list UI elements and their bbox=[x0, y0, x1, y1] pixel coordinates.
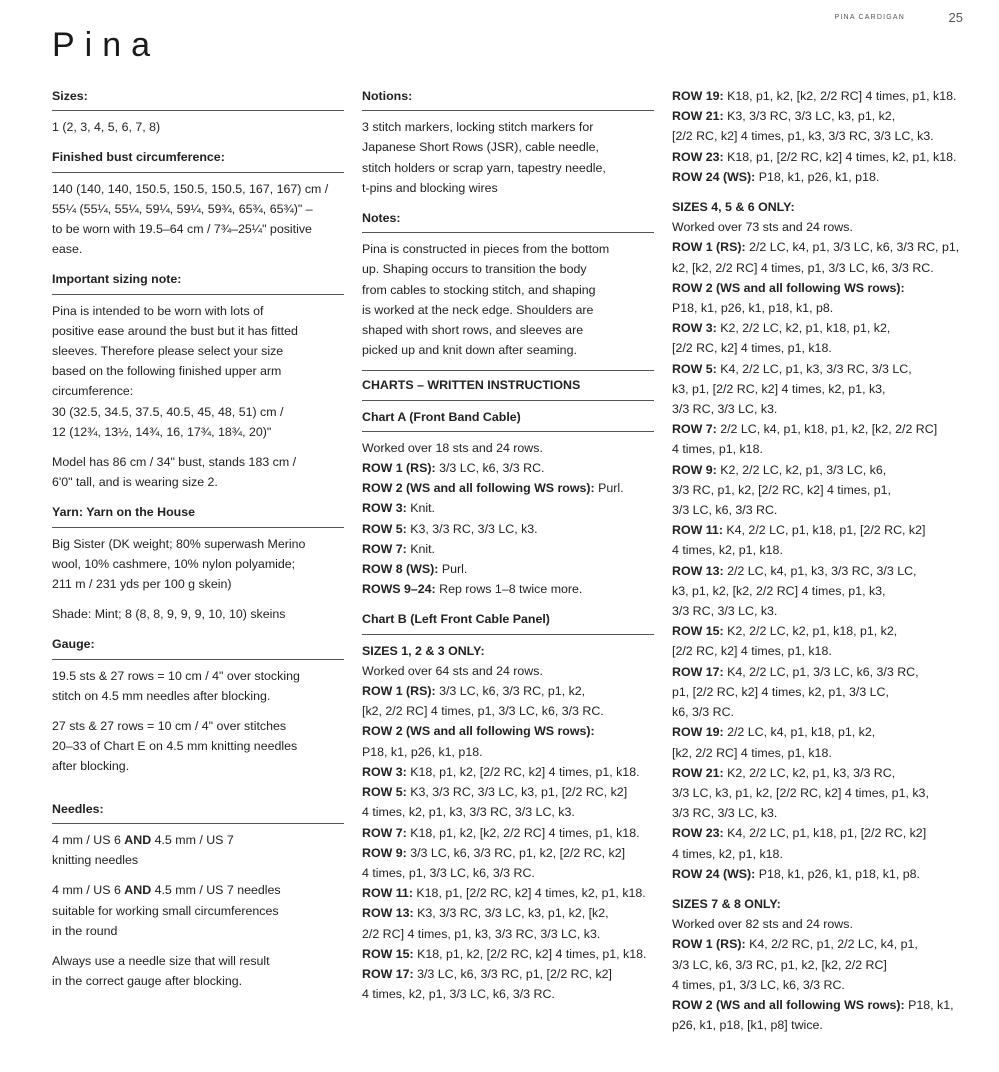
row-label: ROW 5: bbox=[362, 785, 407, 800]
row-label: ROW 9: bbox=[362, 845, 407, 860]
row-line bbox=[672, 359, 968, 379]
row-label: ROW 23: bbox=[672, 826, 724, 841]
row-label: ROW 3: bbox=[362, 764, 407, 779]
row-text: P18, k1, bbox=[904, 997, 954, 1012]
text-line: Worked over 64 sts and 24 rows. bbox=[362, 663, 543, 678]
row-line bbox=[672, 621, 968, 641]
row-line: k3, p1, [2/2 RC, k2] 4 times, k2, p1, k3, bbox=[672, 381, 886, 396]
row-text: 3/3 LC, k6, 3/3 RC, p1, k2, [2/2 RC, k2] bbox=[406, 845, 626, 860]
text-line bbox=[52, 880, 344, 900]
row-label: ROW 5: bbox=[672, 361, 717, 376]
row-line bbox=[672, 460, 968, 480]
text-line: Shade: Mint; 8 (8, 8, 9, 9, 9, 10, 10) skeins bbox=[52, 607, 286, 622]
text-line: to be worn with 19.5–64 cm / 7¾–25¼" positive bbox=[52, 222, 312, 237]
row-line: 3/3 RC, p1, k2, [2/2 RC, k2] 4 times, p1, bbox=[672, 482, 891, 497]
chart-a-rows bbox=[362, 438, 654, 600]
gauge-text-2 bbox=[52, 716, 344, 777]
row-text: Knit. bbox=[406, 541, 435, 556]
yarn-text bbox=[52, 534, 344, 595]
sizes-4-5-6-block bbox=[672, 197, 968, 884]
row-line bbox=[672, 823, 968, 843]
row-label: ROW 5: bbox=[362, 521, 407, 536]
row-text: Rep rows 1–8 twice more. bbox=[435, 582, 583, 597]
row-label: ROW 19: bbox=[672, 89, 724, 103]
text-line: circumference: bbox=[52, 384, 134, 399]
row-line: 4 times, k2, p1, 3/3 LC, k6, 3/3 RC. bbox=[362, 987, 555, 1002]
text-line: Worked over 73 sts and 24 rows. bbox=[672, 220, 853, 235]
text-fragment: 4 mm / US 6 bbox=[52, 883, 125, 898]
row-text: K18, p1, k2, [k2, 2/2 RC] 4 times, p1, k18. bbox=[406, 825, 640, 840]
column-middle bbox=[362, 86, 654, 1004]
row-line bbox=[362, 964, 654, 984]
row-label: ROW 24 (WS): bbox=[672, 169, 756, 184]
row-line bbox=[672, 662, 968, 682]
and-emphasis: AND bbox=[124, 832, 152, 847]
row-text: K2, 2/2 LC, k2, p1, k3, 3/3 RC, bbox=[723, 765, 896, 780]
row-label: ROW 24 (WS): bbox=[672, 866, 756, 881]
row-line: k2, [k2, 2/2 RC] 4 times, p1, 3/3 LC, k6, 3/3 RC. bbox=[672, 260, 934, 275]
needles-text-2 bbox=[52, 880, 344, 941]
row-text: 2/2 LC, k4, p1, 3/3 LC, k6, 3/3 RC, p1, bbox=[745, 240, 960, 255]
row-label: ROW 23: bbox=[672, 149, 724, 164]
row-label: ROW 1 (RS): bbox=[362, 684, 436, 699]
text-line: t-pins and blocking wires bbox=[362, 180, 498, 195]
text-line: 1 (2, 3, 4, 5, 6, 7, 8) bbox=[52, 120, 161, 135]
sizes-subheading: SIZES 7 & 8 ONLY: bbox=[672, 896, 781, 911]
model-note-text bbox=[52, 452, 344, 492]
row-line bbox=[672, 106, 968, 126]
row-line bbox=[362, 539, 654, 559]
row-text: Purl. bbox=[594, 481, 624, 496]
text-line bbox=[52, 830, 344, 850]
row-text: K18, p1, [2/2 RC, k2] 4 times, k2, p1, k18. bbox=[723, 149, 957, 164]
text-line: based on the following finished upper arm bbox=[52, 364, 282, 379]
row-label: ROW 13: bbox=[672, 563, 724, 578]
text-line: Worked over 82 sts and 24 rows. bbox=[672, 917, 853, 932]
row-line bbox=[672, 864, 968, 884]
running-head: PINA CARDIGAN bbox=[834, 14, 905, 21]
notes-heading: Notes: bbox=[362, 208, 654, 233]
row-text: K18, p1, k2, [k2, 2/2 RC] 4 times, p1, k18. bbox=[723, 89, 957, 103]
row-line: [k2, 2/2 RC] 4 times, p1, 3/3 LC, k6, 3/3 RC. bbox=[362, 704, 604, 719]
row-text: K18, p1, k2, [2/2 RC, k2] 4 times, p1, k18. bbox=[406, 764, 640, 779]
text-line: 55¼ (55¼, 55¼, 59¼, 59¼, 59¾, 65¾, 65¾)" – bbox=[52, 201, 313, 216]
row-line: P18, k1, p26, k1, p18, k1, p8. bbox=[672, 301, 834, 316]
row-line bbox=[672, 86, 968, 106]
row-line: 3/3 RC, 3/3 LC, k3. bbox=[672, 402, 778, 417]
row-label: ROW 15: bbox=[362, 946, 414, 961]
row-line bbox=[362, 823, 654, 843]
row-line: 4 times, k2, p1, k18. bbox=[672, 543, 783, 558]
row-label: ROW 7: bbox=[672, 422, 717, 437]
row-line: 4 times, p1, 3/3 LC, k6, 3/3 RC. bbox=[672, 977, 845, 992]
row-text: 2/2 LC, k4, p1, k3, 3/3 RC, 3/3 LC, bbox=[723, 563, 917, 578]
row-text: K3, 3/3 RC, 3/3 LC, k3. bbox=[406, 521, 538, 536]
row-line: 3/3 LC, k3, p1, k2, [2/2 RC, k2] 4 times, p1, k3, bbox=[672, 785, 929, 800]
column-left bbox=[52, 86, 344, 1001]
page-number: 25 bbox=[948, 10, 963, 25]
notions-text bbox=[362, 117, 654, 198]
charts-heading: CHARTS – WRITTEN INSTRUCTIONS bbox=[362, 370, 654, 400]
needles-heading: Needles: bbox=[52, 799, 344, 824]
row-text: Knit. bbox=[406, 501, 435, 516]
row-label: ROW 1 (RS): bbox=[672, 937, 746, 952]
text-line: picked up and knit down after seaming. bbox=[362, 343, 577, 358]
chart-b-rows bbox=[362, 641, 654, 1005]
text-line: Pina is constructed in pieces from the bottom bbox=[362, 242, 610, 257]
row-line bbox=[362, 883, 654, 903]
row-text: K3, 3/3 RC, 3/3 LC, k3, p1, k2, bbox=[723, 109, 896, 124]
sizing-note-text bbox=[52, 301, 344, 442]
bust-text bbox=[52, 179, 344, 260]
sizes-subheading: SIZES 1, 2 & 3 ONLY: bbox=[362, 643, 485, 658]
row-line: 4 times, p1, k18. bbox=[672, 442, 763, 457]
row-text: 3/3 LC, k6, 3/3 RC, p1, k2, bbox=[435, 684, 586, 699]
row-text: 3/3 LC, k6, 3/3 RC, p1, [2/2 RC, k2] bbox=[413, 966, 612, 981]
row-line: 3/3 LC, k6, 3/3 RC. bbox=[672, 503, 778, 518]
row-text: 2/2 LC, k4, p1, k18, p1, k2, bbox=[723, 725, 876, 740]
row-label: ROW 11: bbox=[362, 886, 413, 901]
row-line: k3, p1, k2, [k2, 2/2 RC] 4 times, p1, k3, bbox=[672, 583, 886, 598]
row-line bbox=[362, 681, 654, 701]
text-line: ease. bbox=[52, 242, 83, 257]
text-line: Big Sister (DK weight; 80% superwash Merino bbox=[52, 536, 306, 551]
text-line: Worked over 18 sts and 24 rows. bbox=[362, 440, 543, 455]
text-line: from cables to stocking stitch, and shaping bbox=[362, 282, 596, 297]
row-line bbox=[362, 721, 654, 741]
row-text: K4, 2/2 LC, p1, 3/3 LC, k6, 3/3 RC, bbox=[723, 664, 919, 679]
yarn-heading: Yarn: Yarn on the House bbox=[52, 502, 344, 527]
sizes-text bbox=[52, 117, 344, 137]
text-line: shaped with short rows, and sleeves are bbox=[362, 323, 584, 338]
row-label: ROW 1 (RS): bbox=[362, 461, 436, 476]
row-line: 4 times, k2, p1, k3, 3/3 RC, 3/3 LC, k3. bbox=[362, 805, 575, 820]
text-line: 211 m / 231 yds per 100 g skein) bbox=[52, 577, 232, 592]
chart-b-heading: Chart B (Left Front Cable Panel) bbox=[362, 609, 654, 634]
row-line bbox=[672, 520, 968, 540]
text-line: 27 sts & 27 rows = 10 cm / 4" over stitches bbox=[52, 719, 287, 734]
row-line bbox=[672, 167, 968, 187]
row-line bbox=[362, 944, 654, 964]
row-line: 4 times, p1, 3/3 LC, k6, 3/3 RC. bbox=[362, 865, 535, 880]
row-label: ROW 13: bbox=[362, 906, 414, 921]
text-fragment: 4.5 mm / US 7 bbox=[151, 832, 234, 847]
row-label: ROW 2 (WS and all following WS rows): bbox=[672, 997, 905, 1012]
text-line: positive ease around the bust but it has fitted bbox=[52, 323, 298, 338]
row-line: 3/3 RC, 3/3 LC, k3. bbox=[672, 604, 778, 619]
row-line bbox=[362, 559, 654, 579]
and-emphasis: AND bbox=[124, 883, 152, 898]
text-line: stitch holders or scrap yarn, tapestry needle, bbox=[362, 160, 606, 175]
text-line: sleeves. Therefore please select your size bbox=[52, 344, 284, 359]
row-label: ROW 17: bbox=[672, 664, 724, 679]
text-fragment: 4 mm / US 6 bbox=[52, 832, 125, 847]
row-line: 2/2 RC] 4 times, p1, k3, 3/3 RC, 3/3 LC, k3. bbox=[362, 926, 601, 941]
row-line: p26, k1, p18, [k1, p8] twice. bbox=[672, 1018, 823, 1033]
row-line bbox=[362, 782, 654, 802]
row-text: K2, 2/2 LC, k2, p1, 3/3 LC, k6, bbox=[716, 462, 887, 477]
text-line: in the correct gauge after blocking. bbox=[52, 974, 243, 989]
row-label: ROW 9: bbox=[672, 462, 717, 477]
text-line: 20–33 of Chart E on 4.5 mm knitting needles bbox=[52, 739, 298, 754]
sizes-heading: Sizes: bbox=[52, 86, 344, 111]
row-line: [2/2 RC, k2] 4 times, p1, k3, 3/3 RC, 3/3 LC, k3. bbox=[672, 129, 934, 144]
row-line bbox=[362, 478, 654, 498]
row-label: ROW 15: bbox=[672, 624, 724, 639]
row-text: K3, 3/3 RC, 3/3 LC, k3, p1, k2, [k2, bbox=[413, 906, 609, 921]
row-label: ROW 17: bbox=[362, 966, 414, 981]
row-label: ROW 8 (WS): bbox=[362, 562, 439, 577]
row-text: K4, 2/2 LC, p1, k3, 3/3 RC, 3/3 LC, bbox=[716, 361, 912, 376]
text-line: 6'0" tall, and is wearing size 2. bbox=[52, 475, 218, 490]
text-line: knitting needles bbox=[52, 853, 139, 868]
row-line bbox=[672, 278, 968, 298]
row-label: ROW 21: bbox=[672, 109, 724, 124]
row-line bbox=[362, 519, 654, 539]
row-label: ROW 7: bbox=[362, 825, 407, 840]
text-line: stitch on 4.5 mm needles after blocking. bbox=[52, 688, 271, 703]
chart-a-heading: Chart A (Front Band Cable) bbox=[362, 407, 654, 432]
row-text: P18, k1, p26, k1, p18. bbox=[755, 169, 880, 184]
row-text: K18, p1, k2, [2/2 RC, k2] 4 times, p1, k18. bbox=[413, 946, 647, 961]
shade-text bbox=[52, 604, 344, 624]
row-label: ROW 2 (WS and all following WS rows): bbox=[362, 724, 595, 739]
text-line: 12 (12¾, 13½, 14¾, 16, 17¾, 18¾, 20)" bbox=[52, 424, 272, 439]
row-line: [k2, 2/2 RC] 4 times, p1, k18. bbox=[672, 745, 832, 760]
sizes-7-8-block bbox=[672, 894, 968, 1035]
row-text: P18, k1, p26, k1, p18, k1, p8. bbox=[755, 866, 920, 881]
gauge-text-1 bbox=[52, 666, 344, 706]
row-text: K4, 2/2 LC, p1, k18, p1, [2/2 RC, k2] bbox=[723, 826, 927, 841]
row-line: [2/2 RC, k2] 4 times, p1, k18. bbox=[672, 644, 832, 659]
text-line: 30 (32.5, 34.5, 37.5, 40.5, 45, 48, 51) cm / bbox=[52, 404, 284, 419]
text-line: in the round bbox=[52, 923, 118, 938]
text-line: Always use a needle size that will result bbox=[52, 953, 270, 968]
row-label: ROW 7: bbox=[362, 541, 407, 556]
row-line: p1, [2/2 RC, k2] 4 times, k2, p1, 3/3 LC, bbox=[672, 684, 889, 699]
row-line bbox=[362, 762, 654, 782]
row-label: ROW 19: bbox=[672, 725, 724, 740]
row-label: ROW 1 (RS): bbox=[672, 240, 746, 255]
row-line bbox=[362, 903, 654, 923]
text-line: Japanese Short Rows (JSR), cable needle, bbox=[362, 140, 599, 155]
row-line bbox=[672, 722, 968, 742]
row-label: ROW 11: bbox=[672, 523, 723, 538]
row-text: Purl. bbox=[438, 562, 468, 577]
row-line bbox=[672, 934, 968, 954]
row-label: ROW 2 (WS and all following WS rows): bbox=[362, 481, 595, 496]
row-text: K18, p1, [2/2 RC, k2] 4 times, k2, p1, k18. bbox=[412, 886, 646, 901]
page-title: Pina bbox=[52, 26, 161, 64]
row-line: 3/3 RC, 3/3 LC, k3. bbox=[672, 806, 778, 821]
row-label: ROW 2 (WS and all following WS rows): bbox=[672, 280, 905, 295]
row-label: ROWS 9–24: bbox=[362, 582, 436, 597]
row-line: P18, k1, p26, k1, p18. bbox=[362, 744, 483, 759]
row-line bbox=[672, 995, 968, 1015]
text-line: 140 (140, 140, 150.5, 150.5, 150.5, 167, 167) cm / bbox=[52, 181, 329, 196]
sizes-subheading: SIZES 4, 5 & 6 ONLY: bbox=[672, 200, 795, 215]
text-line: Pina is intended to be worn with lots of bbox=[52, 303, 264, 318]
text-line: Model has 86 cm / 34" bust, stands 183 cm / bbox=[52, 455, 297, 470]
row-text: K4, 2/2 RC, p1, 2/2 LC, k4, p1, bbox=[745, 937, 918, 952]
needles-text-1 bbox=[52, 830, 344, 870]
row-line: 3/3 LC, k6, 3/3 RC, p1, k2, [k2, 2/2 RC] bbox=[672, 957, 887, 972]
row-line: 4 times, k2, p1, k18. bbox=[672, 846, 783, 861]
row-label: ROW 21: bbox=[672, 765, 724, 780]
row-line bbox=[672, 147, 968, 167]
row-line bbox=[672, 561, 968, 581]
row-line bbox=[362, 579, 654, 599]
text-line: 19.5 sts & 27 rows = 10 cm / 4" over stocking bbox=[52, 668, 300, 683]
row-text: K2, 2/2 LC, k2, p1, k18, p1, k2, bbox=[716, 321, 891, 336]
notes-text bbox=[362, 239, 654, 360]
row-label: ROW 3: bbox=[672, 321, 717, 336]
chart-b-rows-continued bbox=[672, 86, 968, 187]
row-text: 3/3 LC, k6, 3/3 RC. bbox=[435, 461, 545, 476]
row-text: 2/2 LC, k4, p1, k18, p1, k2, [k2, 2/2 RC] bbox=[716, 422, 938, 437]
bust-heading: Finished bust circumference: bbox=[52, 147, 344, 172]
row-line bbox=[672, 763, 968, 783]
row-line: k6, 3/3 RC. bbox=[672, 705, 734, 720]
text-line: up. Shaping occurs to transition the body bbox=[362, 262, 587, 277]
sizing-note-heading: Important sizing note: bbox=[52, 269, 344, 294]
row-text: K3, 3/3 RC, 3/3 LC, k3, p1, [2/2 RC, k2] bbox=[406, 785, 628, 800]
row-line: [2/2 RC, k2] 4 times, p1, k18. bbox=[672, 341, 832, 356]
notions-heading: Notions: bbox=[362, 86, 654, 111]
row-line bbox=[362, 458, 654, 478]
text-line: after blocking. bbox=[52, 759, 130, 774]
text-line: is worked at the neck edge. Shoulders are bbox=[362, 302, 594, 317]
text-line: wool, 10% cashmere, 10% nylon polyamide; bbox=[52, 556, 296, 571]
row-label: ROW 3: bbox=[362, 501, 407, 516]
text-fragment: 4.5 mm / US 7 needles bbox=[151, 883, 281, 898]
row-text: K2, 2/2 LC, k2, p1, k18, p1, k2, bbox=[723, 624, 898, 639]
row-line bbox=[362, 843, 654, 863]
column-right bbox=[672, 86, 968, 1035]
text-line: 3 stitch markers, locking stitch markers for bbox=[362, 120, 594, 135]
gauge-heading: Gauge: bbox=[52, 634, 344, 659]
row-text: K4, 2/2 LC, p1, k18, p1, [2/2 RC, k2] bbox=[722, 523, 926, 538]
needles-text-3 bbox=[52, 951, 344, 991]
text-line: suitable for working small circumferences bbox=[52, 903, 279, 918]
row-line bbox=[672, 237, 968, 257]
row-line bbox=[672, 318, 968, 338]
row-line bbox=[672, 419, 968, 439]
row-line bbox=[362, 498, 654, 518]
